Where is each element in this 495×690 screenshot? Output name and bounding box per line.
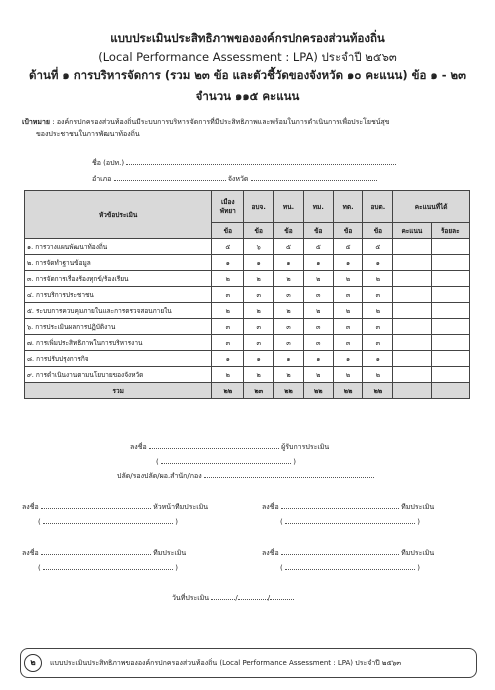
assessment-item: ๒. การจัดทำฐานข้อมูล xyxy=(25,255,212,271)
score-percent-cell[interactable] xyxy=(431,287,469,303)
evaluator-3-name[interactable]: ( ) xyxy=(280,561,420,572)
item-count-cell: ๕ xyxy=(303,239,333,255)
item-count-cell: ๒ xyxy=(363,303,393,319)
unit-label: ข้อ xyxy=(212,223,244,239)
sign-label: ลงชื่อ xyxy=(22,503,39,511)
table-body xyxy=(25,239,470,383)
item-count-cell: ๕ xyxy=(274,239,304,255)
item-count-cell: ๓ xyxy=(363,335,393,351)
total-cell: ๒๒ xyxy=(212,383,244,399)
recipient-name-line[interactable]: ( ) xyxy=(156,455,296,466)
score-percent-cell[interactable] xyxy=(431,319,469,335)
district-label: อำเภอ xyxy=(92,175,112,183)
total-score-percent[interactable] xyxy=(431,383,469,399)
date-month-blank[interactable] xyxy=(238,591,268,600)
table-row xyxy=(25,367,470,383)
item-count-cell: ๕ xyxy=(212,239,244,255)
item-count-cell: ๓ xyxy=(333,319,363,335)
score-points-cell[interactable] xyxy=(393,367,431,383)
document-title: แบบประเมินประสิทธิภาพขององค์กรปกครองส่วนท้องถิ่น xyxy=(110,31,385,45)
score-percent-cell[interactable] xyxy=(431,335,469,351)
item-count-cell: ๒ xyxy=(212,367,244,383)
item-count-cell: ๑ xyxy=(244,255,274,271)
province-blank[interactable] xyxy=(251,172,377,181)
total-cell: ๒๓ xyxy=(244,383,274,399)
sign-label: ลงชื่อ xyxy=(130,443,147,451)
unit-label: ข้อ xyxy=(333,223,363,239)
score-percent-cell[interactable] xyxy=(431,367,469,383)
goal-text-line2: ของประชาชนในการพัฒนาท้องถิ่น xyxy=(36,130,140,138)
footer-text: แบบประเมินประสิทธิภาพขององค์กรปกครองส่วนท้องถิ่น (Local Performance Assessment : LPA) ประจำปี ๒๕๖๓ xyxy=(50,659,402,667)
assessment-item: ๓. การจัดการเรื่องร้องทุกข์/ร้องเรียน xyxy=(25,271,212,287)
item-count-cell: ๒ xyxy=(333,367,363,383)
score-points-cell[interactable] xyxy=(393,351,431,367)
column-header-pattaya: เมืองพัทยา xyxy=(212,191,244,223)
recipient-signature-blank[interactable] xyxy=(149,440,279,449)
evaluator-1-name-blank[interactable] xyxy=(285,515,415,524)
evaluator-3-name-blank[interactable] xyxy=(285,561,415,570)
table-row xyxy=(25,303,470,319)
item-count-cell: ๓ xyxy=(212,319,244,335)
item-count-cell: ๑ xyxy=(244,351,274,367)
assessment-date-label: วันที่ประเมิน xyxy=(172,594,210,602)
column-header-score: คะแนนที่ได้ xyxy=(393,191,470,223)
table-row xyxy=(25,239,470,255)
table-row xyxy=(25,287,470,303)
column-header-city: ทน. xyxy=(274,191,304,223)
section-title: ด้านที่ ๑ การบริหารจัดการ (รวม ๒๓ ข้อ และตัวชี้วัดของจังหวัด ๑๐ คะแนน) ข้อ ๑ - ๒๓ xyxy=(29,68,466,82)
column-header-pao: อบจ. xyxy=(244,191,274,223)
item-count-cell: ๕ xyxy=(363,239,393,255)
item-count-cell: ๑ xyxy=(212,351,244,367)
item-count-cell: ๒ xyxy=(363,271,393,287)
assessment-item: ๘. การปรับปรุงการกิจ xyxy=(25,351,212,367)
head-evaluator-signature-blank[interactable] xyxy=(41,500,151,509)
item-count-cell: ๖ xyxy=(244,239,274,255)
goal-text-line1: : องค์กรปกครองส่วนท้องถิ่นมีระบบการบริหารจัดการที่มีประสิทธิภาพและพร้อมในการดำเนินการเพื่อประโยชน์สุข xyxy=(50,118,390,126)
column-header-item: หัวข้อประเมิน xyxy=(25,191,212,239)
item-count-cell: ๓ xyxy=(274,287,304,303)
score-percent-cell[interactable] xyxy=(431,303,469,319)
item-count-cell: ๑ xyxy=(274,351,304,367)
province-label: จังหวัด xyxy=(227,175,249,183)
unit-label: ข้อ xyxy=(244,223,274,239)
recipient-label: ผู้รับการประเมิน xyxy=(281,443,330,451)
evaluator-2-name-blank[interactable] xyxy=(43,561,173,570)
item-count-cell: ๒ xyxy=(303,367,333,383)
goal-label: เป้าหมาย xyxy=(22,118,51,126)
total-cell: ๒๒ xyxy=(333,383,363,399)
score-points-cell[interactable] xyxy=(393,271,431,287)
item-count-cell: ๓ xyxy=(244,335,274,351)
table-row xyxy=(25,255,470,271)
item-count-cell: ๓ xyxy=(303,335,333,351)
item-count-cell: ๒ xyxy=(244,271,274,287)
item-count-cell: ๕ xyxy=(333,239,363,255)
evaluator-1-name[interactable]: ( ) xyxy=(280,515,420,526)
item-count-cell: ๒ xyxy=(303,271,333,287)
score-percent-cell[interactable] xyxy=(431,271,469,287)
table-row xyxy=(25,271,470,287)
document-subtitle: (Local Performance Assessment : LPA) ประจำปี ๒๕๖๓ xyxy=(98,50,397,64)
score-subheader-points: คะแนน xyxy=(393,223,431,239)
table-row xyxy=(25,319,470,335)
item-count-cell: ๓ xyxy=(244,287,274,303)
total-score-points[interactable] xyxy=(393,383,431,399)
item-count-cell: ๑ xyxy=(333,255,363,271)
score-percent-cell[interactable] xyxy=(431,239,469,255)
item-count-cell: ๑ xyxy=(333,351,363,367)
total-cell: ๒๒ xyxy=(274,383,304,399)
evaluator-label: ทีมประเมิน xyxy=(153,549,187,557)
item-count-cell: ๑ xyxy=(274,255,304,271)
item-count-cell: ๑ xyxy=(212,255,244,271)
item-count-cell: ๑ xyxy=(363,351,393,367)
total-row xyxy=(25,383,470,399)
total-cell: ๒๒ xyxy=(363,383,393,399)
assessment-date-line[interactable]: วันที่ประเมิน / / xyxy=(172,591,294,604)
head-evaluator-name[interactable]: ( ) xyxy=(38,515,178,526)
evaluator-1-signature[interactable] xyxy=(262,500,434,513)
org-position-label: ปลัด/รองปลัด/ผอ.สำนัก/กอง xyxy=(117,472,202,480)
item-count-cell: ๓ xyxy=(212,335,244,351)
item-count-cell: ๒ xyxy=(333,303,363,319)
column-header-town: ทม. xyxy=(303,191,333,223)
item-count-cell: ๒ xyxy=(274,271,304,287)
district-blank[interactable] xyxy=(114,172,226,181)
score-points-cell[interactable] xyxy=(393,335,431,351)
assessment-item: ๕. ระบบการควบคุมภายในและการตรวจสอบภายใน xyxy=(25,303,212,319)
item-count-cell: ๒ xyxy=(212,303,244,319)
item-count-cell: ๓ xyxy=(363,287,393,303)
item-count-cell: ๒ xyxy=(244,367,274,383)
section-total-points: จำนวน ๑๑๕ คะแนน xyxy=(195,89,300,103)
score-points-cell[interactable] xyxy=(393,303,431,319)
recipient-signature-line[interactable] xyxy=(130,440,329,453)
recipient-name-blank[interactable] xyxy=(161,455,291,464)
assessment-table xyxy=(24,190,470,399)
score-percent-cell[interactable] xyxy=(431,351,469,367)
score-points-cell[interactable] xyxy=(393,287,431,303)
item-count-cell: ๓ xyxy=(303,287,333,303)
total-cell: ๒๒ xyxy=(303,383,333,399)
item-count-cell: ๓ xyxy=(244,319,274,335)
evaluator-2-signature[interactable] xyxy=(22,546,186,559)
evaluator-3-signature[interactable] xyxy=(262,546,434,559)
item-count-cell: ๒ xyxy=(363,367,393,383)
recipient-position-blank[interactable] xyxy=(204,469,374,478)
page-number: ๒ xyxy=(24,654,42,672)
evaluator-label: ทีมประเมิน xyxy=(401,549,435,557)
total-label: รวม xyxy=(25,383,212,399)
table-row xyxy=(25,351,470,367)
item-count-cell: ๒ xyxy=(303,303,333,319)
org-name-blank[interactable] xyxy=(126,156,396,165)
date-day-blank[interactable] xyxy=(211,591,235,600)
recipient-position-line[interactable] xyxy=(117,469,374,482)
assessment-item: ๖. การประเมินผลการปฏิบัติงาน xyxy=(25,319,212,335)
date-year-blank[interactable] xyxy=(270,591,294,600)
score-percent-cell[interactable] xyxy=(431,255,469,271)
evaluator-1-signature-blank[interactable] xyxy=(281,500,399,509)
item-count-cell: ๑ xyxy=(303,255,333,271)
evaluator-2-signature-blank[interactable] xyxy=(41,546,151,555)
item-count-cell: ๓ xyxy=(274,319,304,335)
unit-label: ข้อ xyxy=(274,223,304,239)
item-count-cell: ๓ xyxy=(212,287,244,303)
sign-label: ลงชื่อ xyxy=(262,549,279,557)
head-evaluator-name-blank[interactable] xyxy=(43,515,173,524)
score-subheader-percent: ร้อยละ xyxy=(431,223,469,239)
item-count-cell: ๒ xyxy=(212,271,244,287)
score-points-cell[interactable] xyxy=(393,239,431,255)
sign-label: ลงชื่อ xyxy=(22,549,39,557)
head-evaluator-label: หัวหน้าทีมประเมิน xyxy=(153,503,208,511)
sign-label: ลงชื่อ xyxy=(262,503,279,511)
assessment-item: ๗. การเพิ่มประสิทธิภาพในการบริหารงาน xyxy=(25,335,212,351)
head-evaluator-signature[interactable] xyxy=(22,500,208,513)
score-points-cell[interactable] xyxy=(393,255,431,271)
evaluator-label: ทีมประเมิน xyxy=(401,503,435,511)
item-count-cell: ๓ xyxy=(333,287,363,303)
item-count-cell: ๓ xyxy=(363,319,393,335)
goal-statement xyxy=(22,116,477,140)
item-count-cell: ๒ xyxy=(333,271,363,287)
unit-label: ข้อ xyxy=(363,223,393,239)
evaluator-3-signature-blank[interactable] xyxy=(281,546,399,555)
item-count-cell: ๒ xyxy=(244,303,274,319)
column-header-sao: อบต. xyxy=(363,191,393,223)
item-count-cell: ๓ xyxy=(303,319,333,335)
column-header-subdistrict-municipality: ทต. xyxy=(333,191,363,223)
org-name-field[interactable] xyxy=(92,156,396,169)
evaluator-2-name[interactable]: ( ) xyxy=(38,561,178,572)
unit-label: ข้อ xyxy=(303,223,333,239)
item-count-cell: ๓ xyxy=(274,335,304,351)
score-points-cell[interactable] xyxy=(393,319,431,335)
item-count-cell: ๑ xyxy=(303,351,333,367)
table-row xyxy=(25,335,470,351)
assessment-item: ๔. การบริการประชาชน xyxy=(25,287,212,303)
assessment-item: ๑. การวางแผนพัฒนาท้องถิ่น xyxy=(25,239,212,255)
item-count-cell: ๒ xyxy=(274,367,304,383)
item-count-cell: ๒ xyxy=(274,303,304,319)
org-name-label: ชื่อ (อปท.) xyxy=(92,159,125,167)
assessment-item: ๙. การดำเนินงานตามนโยบายของจังหวัด xyxy=(25,367,212,383)
item-count-cell: ๑ xyxy=(363,255,393,271)
item-count-cell: ๓ xyxy=(333,335,363,351)
district-field[interactable] xyxy=(92,172,377,185)
